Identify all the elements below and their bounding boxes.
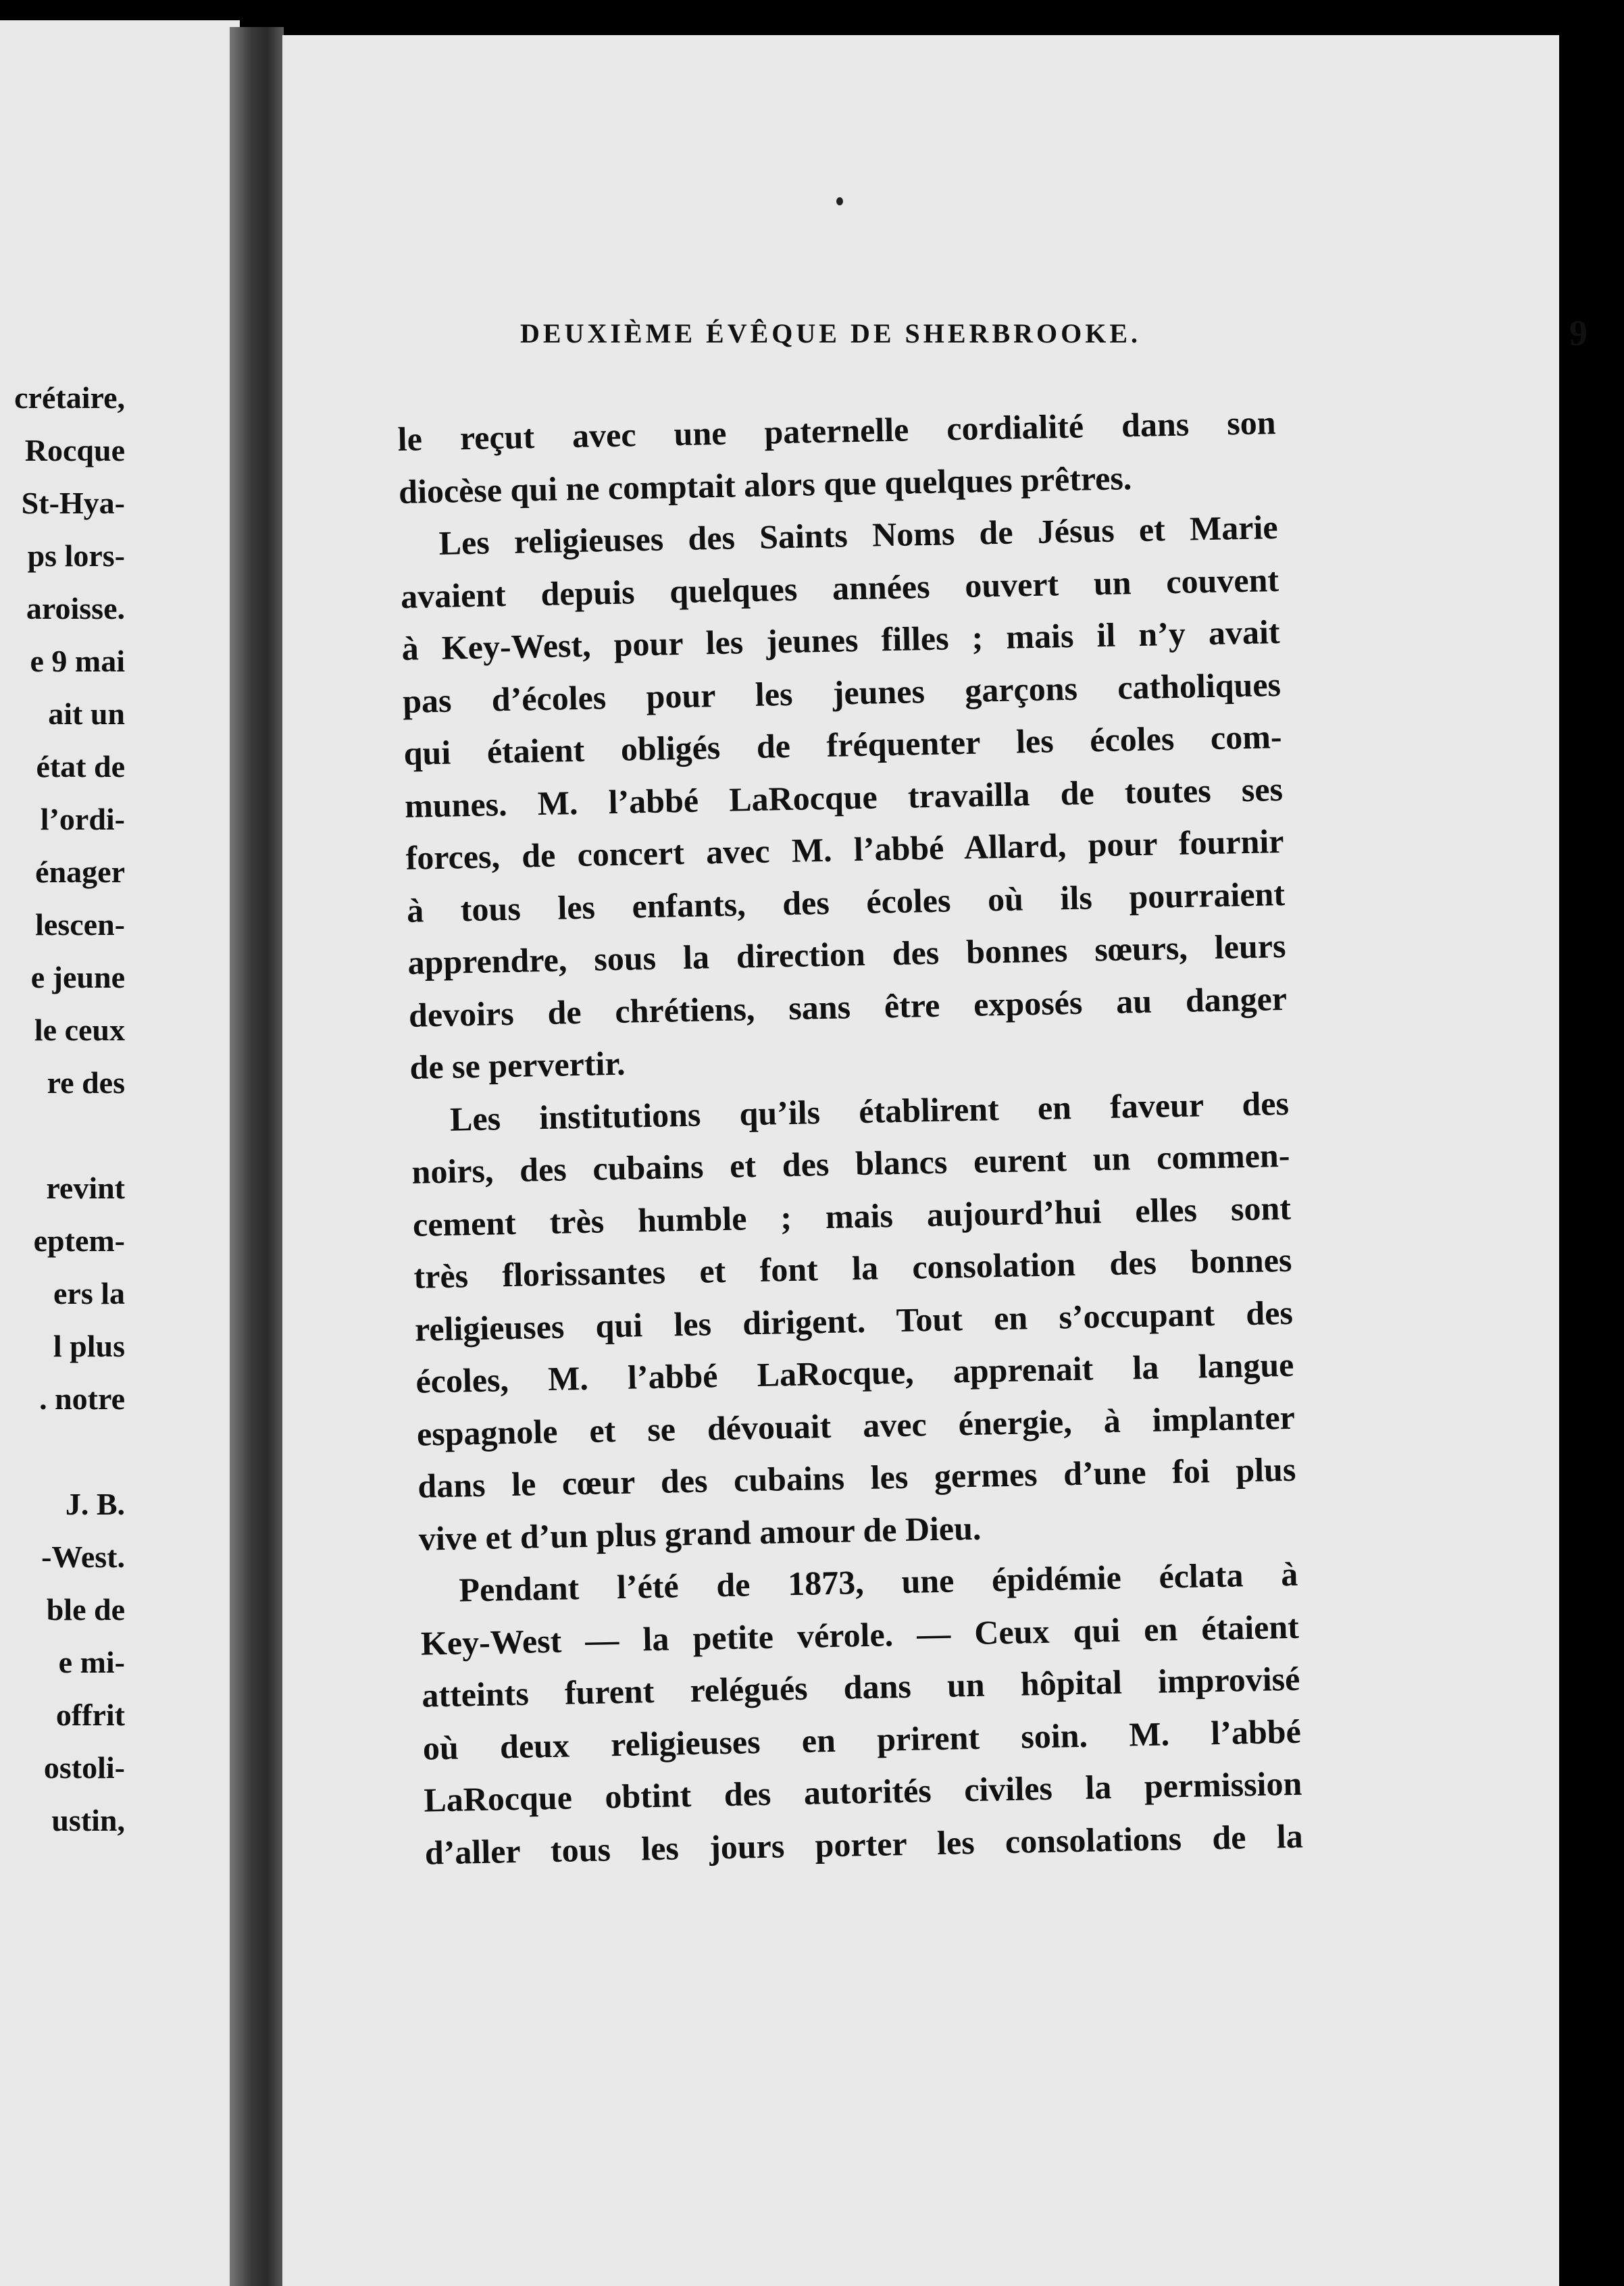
text-line: le reçut avec une paternelle cordialité dans son: [397, 403, 1277, 458]
left-fragment: lescen-: [35, 907, 125, 942]
text-line: d’aller tous les jours porter les consolations de la: [424, 1817, 1304, 1872]
text-line: atteints furent relégués dans un hôpital improvisé: [421, 1659, 1300, 1714]
text-line: apprendre, sous la direction des bonnes sœurs, leurs: [407, 926, 1286, 982]
text-line: cement très humble ; mais aujourd’hui elles sont: [412, 1188, 1292, 1244]
text-line: dans le cœur des cubains les germes d’une foi plus: [417, 1450, 1296, 1505]
left-fragment: l plus: [53, 1329, 125, 1363]
text-line: qui étaient obligés de fréquenter les écoles com-: [403, 717, 1282, 772]
running-title: DEUXIÈME ÉVÊQUE DE SHERBROOKE.: [520, 318, 1142, 349]
text-line: devoirs de chrétiens, sans être exposés au danger: [408, 979, 1288, 1034]
paragraph: [410, 1077, 1297, 1565]
left-fragment: re des: [47, 1065, 125, 1100]
left-fragment: J. B.: [65, 1487, 125, 1521]
book-gutter: [230, 27, 284, 2286]
left-fragment: e 9 mai: [30, 644, 125, 678]
paragraph: [397, 397, 1277, 518]
left-fragment: offrit: [55, 1698, 125, 1732]
left-fragment: eptem-: [33, 1223, 125, 1258]
text-line: pas d’écoles pour les jeunes garçons catholiques: [402, 665, 1282, 720]
left-fragment: l’ordi-: [40, 802, 125, 836]
paragraph: [399, 501, 1288, 1094]
text-line: Les religieuses des Saints Noms de Jésus et Marie: [438, 508, 1279, 562]
left-fragment-gap: [0, 1425, 125, 1478]
left-fragment-gap: [0, 1109, 125, 1162]
right-page: [282, 35, 1588, 2286]
left-fragment: ait un: [48, 696, 125, 731]
text-line: noirs, des cubains et des blancs eurent un commen-: [411, 1136, 1290, 1191]
text-line: Pendant l’été de 1873, une épidémie éclata à: [458, 1554, 1298, 1609]
text-line: avaient depuis quelques années ouvert un couvent: [400, 560, 1279, 615]
text-line: LaRocque obtint des autorités civiles la permission: [423, 1764, 1302, 1819]
text-line: diocèse qui ne comptait alors que quelques prêtres.: [398, 458, 1132, 511]
text-line: espagnole et se dévouait avec énergie, à implanter: [416, 1398, 1296, 1453]
text-line: forces, de concert avec M. l’abbé Allard, pour fournir: [405, 821, 1284, 877]
text-line: munes. M. l’abbé LaRocque travailla de toutes ses: [404, 769, 1284, 825]
left-fragment: revint: [46, 1171, 125, 1205]
left-fragment: ps lors-: [27, 538, 125, 573]
text-line: religieuses qui les dirigent. Tout en s’occupant des: [414, 1293, 1294, 1348]
text-line: de se pervertir.: [409, 1044, 626, 1086]
text-line: Key-West — la petite vérole. — Ceux qui en étaient: [420, 1607, 1300, 1662]
left-fragment: Rocque: [24, 433, 125, 467]
left-fragment: e mi-: [58, 1645, 125, 1679]
page-header: [520, 313, 1588, 365]
left-fragment: état de: [36, 749, 125, 784]
text-line: écoles, M. l’abbé LaRocque, apprenait la langue: [415, 1345, 1294, 1400]
left-fragment: . notre: [39, 1381, 125, 1416]
text-line: vive et d’un plus grand amour de Dieu.: [418, 1508, 982, 1558]
left-fragment: ostoli-: [43, 1750, 125, 1785]
left-fragment: crétaire,: [14, 380, 125, 415]
text-line: à Key-West, pour les jeunes filles ; mais il n’y avait: [401, 612, 1280, 667]
text-line: où deux religieuses en prirent soin. M. l’abbé: [422, 1712, 1302, 1767]
left-fragment: ustin,: [51, 1803, 125, 1837]
left-fragment: ers la: [53, 1276, 125, 1311]
left-fragment: aroisse.: [26, 591, 125, 626]
left-fragment: e jeune: [30, 960, 125, 994]
left-fragment: le ceux: [34, 1013, 125, 1047]
paragraph: [420, 1548, 1304, 1879]
text-line: très florissantes et font la consolation des bonnes: [413, 1240, 1292, 1296]
left-fragment: énager: [35, 855, 125, 889]
left-page-text-fragments: [0, 372, 125, 1847]
text-line: à tous les enfants, des écoles où ils pourraient: [406, 874, 1286, 930]
left-page: [0, 20, 240, 2286]
left-fragment: -West.: [41, 1540, 125, 1574]
left-fragment: ble de: [46, 1592, 125, 1627]
print-speck: [836, 197, 843, 205]
body-text: [397, 397, 1303, 1879]
left-fragment: St-Hya-: [21, 486, 125, 520]
page-number: 9: [1569, 313, 1588, 353]
text-line: Les institutions qu’ils établirent en faveur des: [449, 1084, 1290, 1138]
